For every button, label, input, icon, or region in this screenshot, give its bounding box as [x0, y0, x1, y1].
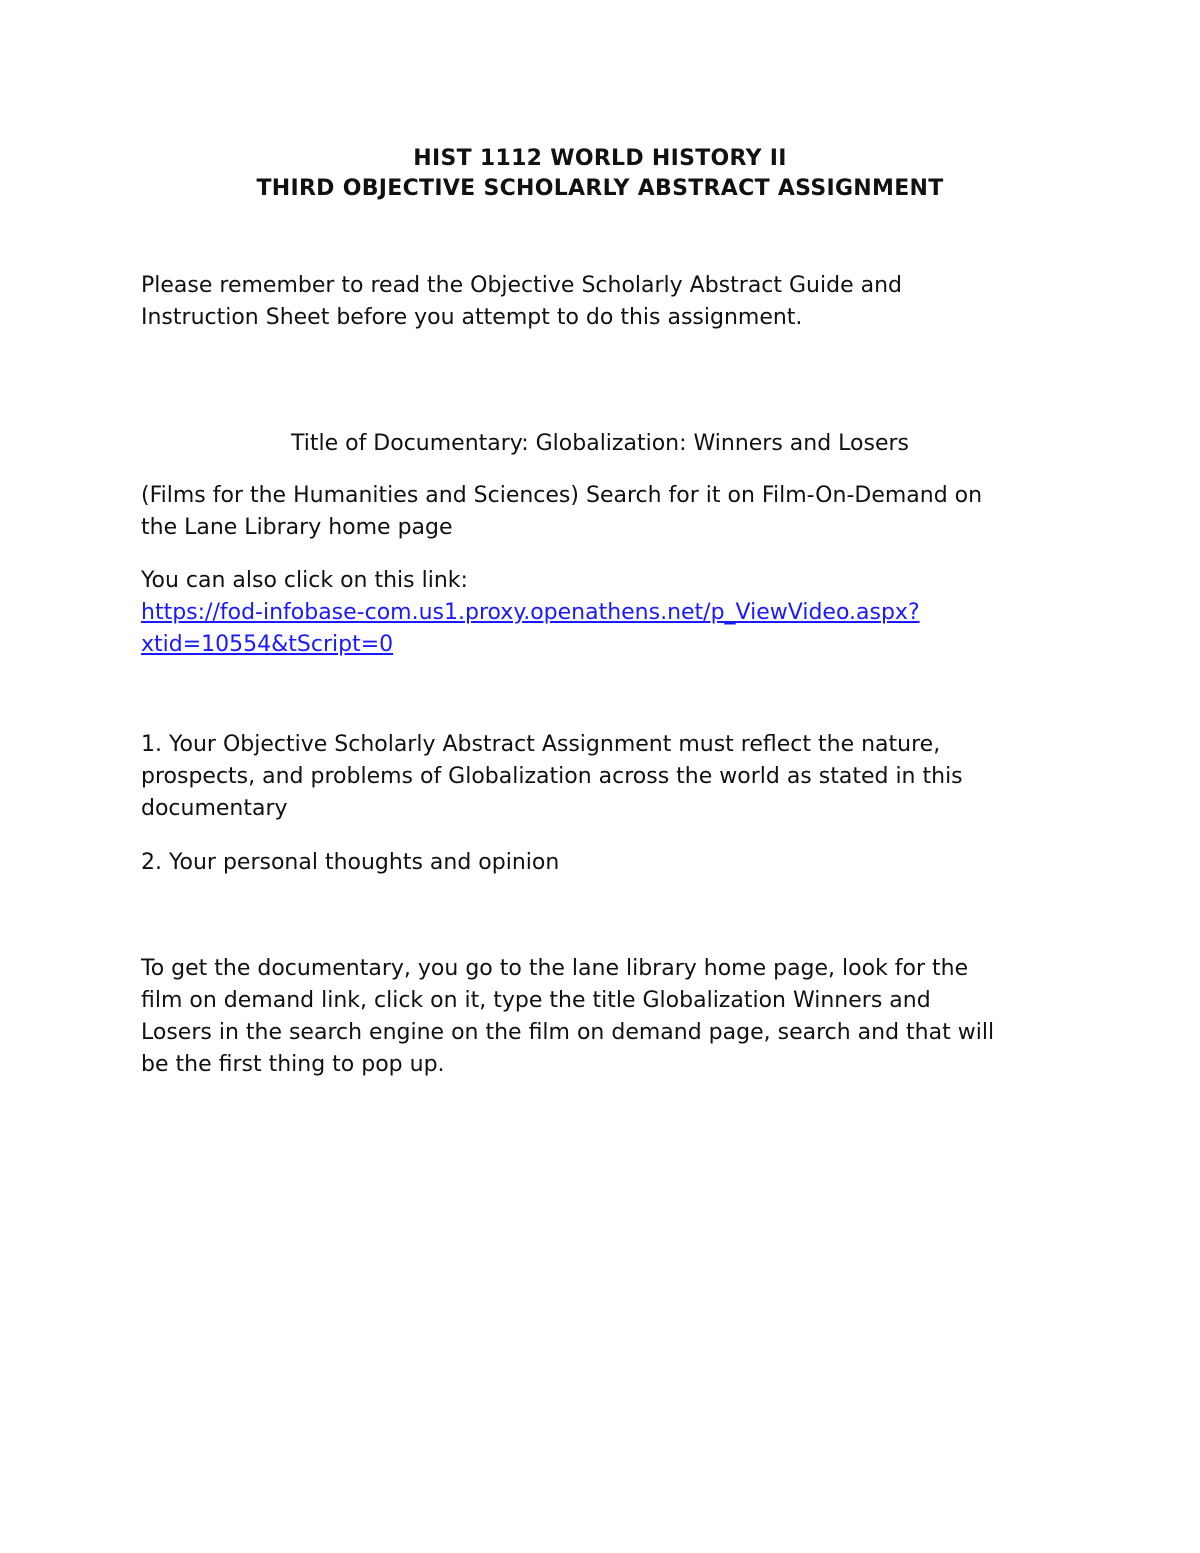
intro-paragraph — [141, 270, 1071, 334]
requirement-line: prospects, and problems of Globalization across the world as stated in this — [141, 764, 963, 789]
link-intro: You can also click on this link: — [141, 568, 468, 593]
intro-line: Please remember to read the Objective Scholarly Abstract Guide and — [141, 273, 902, 298]
requirement-line: 1. Your Objective Scholarly Abstract Assignment must reflect the nature, — [141, 732, 941, 757]
link-paragraph — [141, 565, 1071, 661]
documentary-source — [141, 480, 1071, 544]
intro-line: Instruction Sheet before you attempt to do this assignment. — [141, 305, 803, 330]
instructions-line: film on demand link, click on it, type the title Globalization Winners and — [141, 988, 931, 1013]
instructions-line: Losers in the search engine on the film on demand page, search and that will — [141, 1020, 995, 1045]
document-title — [0, 144, 1200, 204]
requirement-line: documentary — [141, 796, 288, 821]
assignment-title: THIRD OBJECTIVE SCHOLARLY ABSTRACT ASSIGNMENT — [256, 176, 944, 201]
instructions-line: be the first thing to pop up. — [141, 1052, 445, 1077]
instructions-paragraph — [141, 953, 1071, 1081]
requirement-item-1 — [141, 729, 1071, 825]
documentary-title: Title of Documentary: Globalization: Winners and Losers — [290, 431, 910, 456]
course-title: HIST 1112 WORLD HISTORY II — [413, 146, 787, 171]
documentary-link[interactable] — [141, 597, 1071, 661]
requirement-item-2: 2. Your personal thoughts and opinion — [141, 850, 560, 875]
link-line: xtid=10554&tScript=0 — [141, 632, 394, 657]
instructions-line: To get the documentary, you go to the lane library home page, look for the — [141, 956, 969, 981]
source-line: the Lane Library home page — [141, 515, 453, 540]
source-line: (Films for the Humanities and Sciences) Search for it on Film-On-Demand on — [141, 483, 983, 508]
link-line: https://fod-infobase-com.us1.proxy.openathens.net/p_ViewVideo.aspx? — [141, 600, 920, 625]
